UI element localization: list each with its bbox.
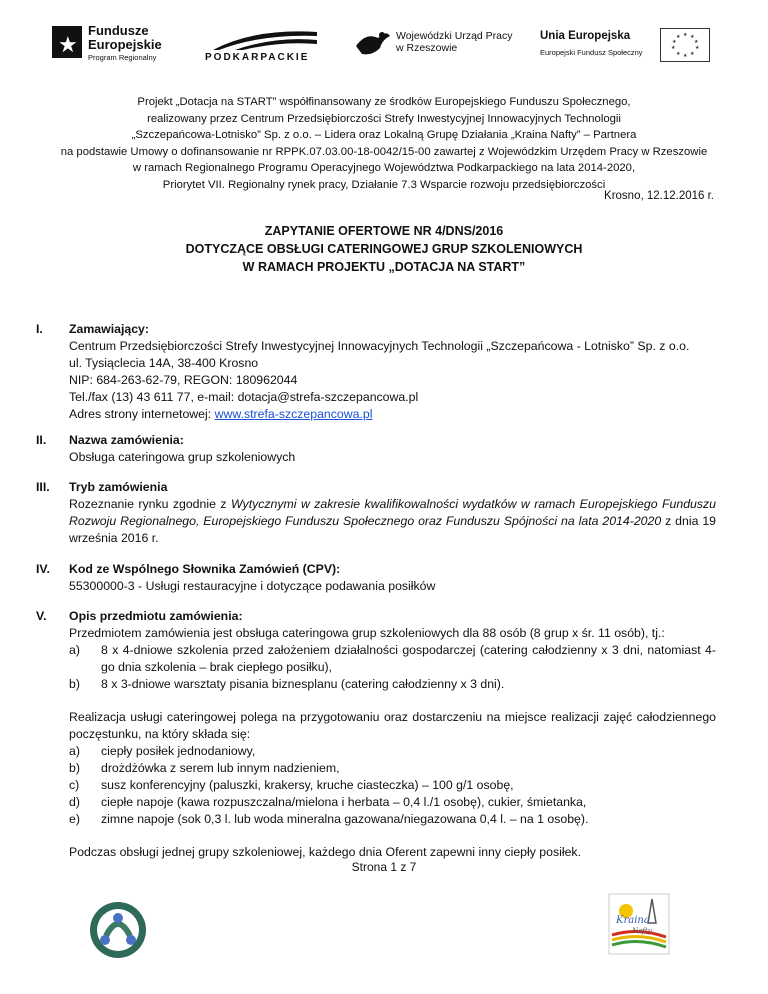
wup-logo: Wojewódzki Urząd Pracy w Rzeszowie [352, 26, 527, 62]
svg-text:★: ★ [695, 45, 700, 51]
website-link[interactable]: www.strefa-szczepancowa.pl [214, 407, 373, 421]
svg-text:★: ★ [676, 34, 681, 40]
podkarpackie-logo: PODKARPACKIE [205, 26, 325, 66]
svg-text:★: ★ [671, 45, 676, 51]
list-item: d) ciepłe napoje (kawa rozpuszczalna/mielona i herbata – 0,4 l./1 osobę), cukier, śmietanka, [69, 795, 587, 809]
list-item: a) ciepły posiłek jednodaniowy, [69, 744, 256, 758]
project-intro: Projekt „Dotacja na START” współfinansowany ze środków Europejskiego Funduszu Społecznego, realizowany przez Centrum Przedsiębiorczości Strefy Inwestycyjnej Innowacyjnych Technologii „Szczepańcowa-Lotnisko” Sp. z o.o. – Lidera oraz Lokalną Grupę Działania „Kraina Nafty” – Partnera na podstawie Umowy o dofinansowanie nr RPPK.07.03.00-18-0042/15-00 zawartej z Wojewódzkim Urzędem Pracy w Rzeszowie w ramach Regionalnego Programu Operacyjnego Województwa Podkarpackiego na lata 2014-2020, Priorytet VII. Regionalny rynek pracy, Działanie 7.3 Wsparcie rozwoju przedsiębiorczości [60, 96, 708, 191]
document-date: Krosno, 12.12.2016 r. [604, 190, 714, 202]
fe-flag-icon: ★ [52, 26, 82, 58]
svg-text:★: ★ [676, 51, 681, 57]
svg-text:★: ★ [694, 39, 699, 45]
list-item: c) susz konferencyjny (paluszki, krakersy, kruche ciasteczka) – 100 g/1 osobę, [69, 778, 514, 792]
kraina-nafty-logo [608, 893, 670, 955]
eagle-icon [352, 26, 392, 60]
svg-text:★: ★ [690, 34, 695, 40]
svg-text:Kraina: Kraina [616, 915, 650, 926]
page-number: Strona 1 z 7 [351, 860, 417, 874]
podkarpackie-swoosh-icon [205, 26, 325, 52]
eu-flag-icon [660, 28, 710, 62]
fundusze-europejskie-logo: ★ Fundusze Europejskie Program Regionalny [52, 22, 192, 66]
svg-text:★: ★ [672, 39, 677, 45]
svg-text:★: ★ [683, 53, 688, 59]
svg-text:★: ★ [690, 51, 695, 57]
list-item: a) 8 x 4-dniowe szkolenia przed założeniem działalności gospodarczej (catering całodzienny x 3 dni, natomiast 4-go dnia szkolenia – brak ciepłego posiłku), [69, 643, 716, 674]
strefa-logo [88, 900, 148, 960]
list-item: b) drożdżówka z serem lub innym nadzieniem, [69, 761, 340, 775]
list-item: e) zimne napoje (sok 0,3 l. lub woda mineralna gazowana/niegazowana 0,4 l. – na 1 osobę). [69, 812, 589, 826]
list-item: b) 8 x 3-dniowe warsztaty pisania biznesplanu (catering całodzienny x 3 dni). [69, 677, 505, 691]
svg-text:★: ★ [683, 32, 688, 38]
ue-logo: Unia Europejska Europejski Fundusz Społeczny ★ ★ ★ ★ ★ ★ ★ ★ ★ ★ [540, 26, 715, 62]
svg-text:Nafty: Nafty [632, 927, 652, 935]
document-title: ZAPYTANIE OFERTOWE NR 4/DNS/2016 DOTYCZĄCE OBSŁUGI CATERINGOWEJ GRUP SZKOLENIOWYCH W RAMACH PROJEKTU „DOTACJA NA START” [185, 224, 583, 274]
